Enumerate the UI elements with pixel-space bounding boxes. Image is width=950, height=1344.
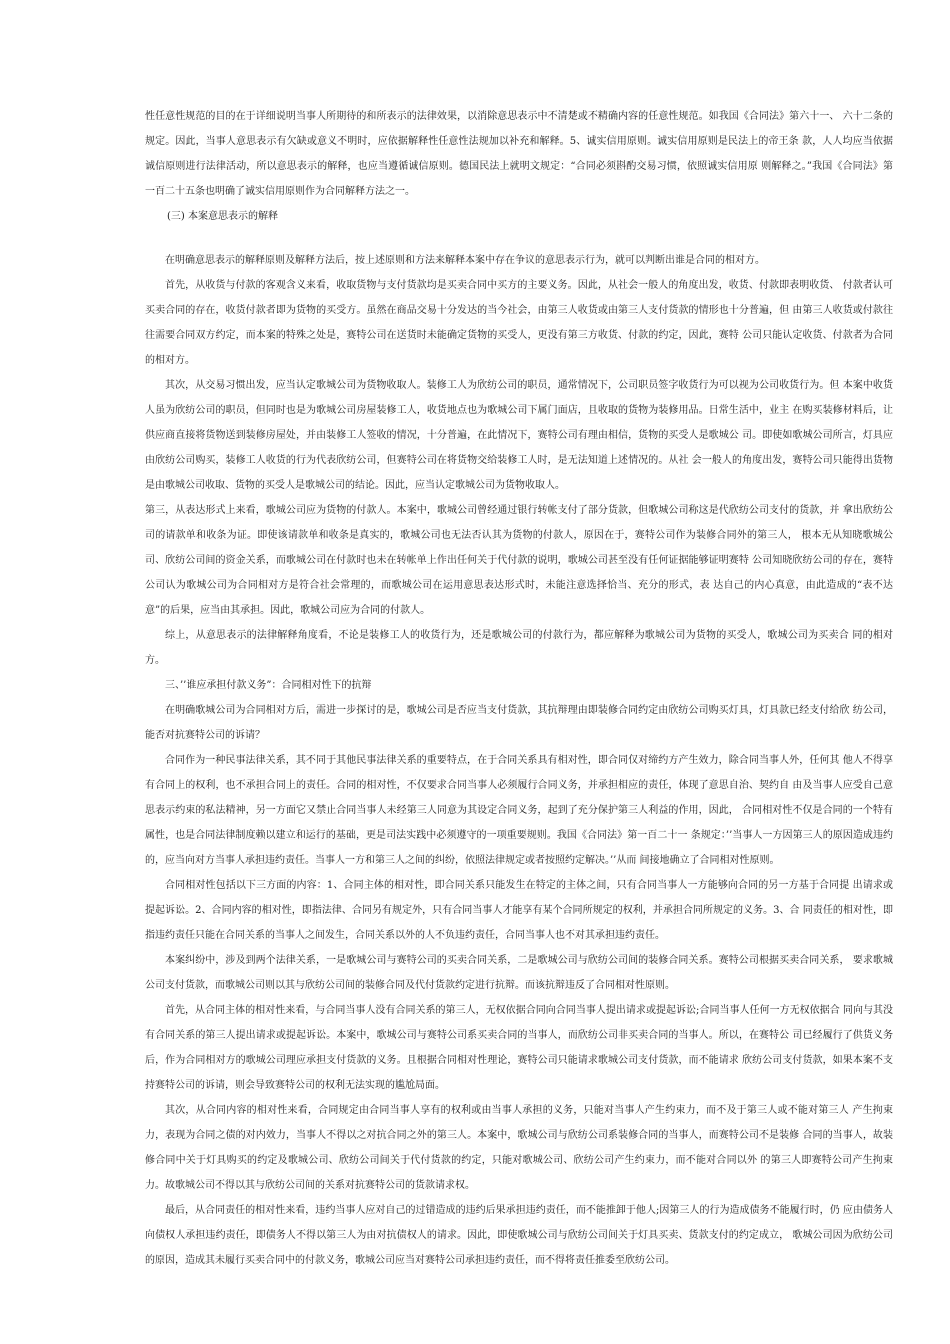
document-page xyxy=(145,104,893,1273)
paragraph-case-relations: 本案纠纷中，涉及到两个法律关系，一是歌城公司与赛特公司的买卖合同关系，二是歌城公司与欣纺公司间的装修合同关系。赛特公司根据买卖合同关系， 要求歌城公司支付货款，而歌城公司则以其与欣纺公司间的装修合同及代付货款约定进行抗辩。而该抗辩违反了合同相对性原则。 xyxy=(145,955,893,991)
paragraph-contract-relativity: 合同作为一种民事法律关系，其不同于其他民事法律关系的重要特点，在于合同关系具有相对性，即合同仅对缔约方产生效力，除合同当事人外，任何其 他人不得享有合同上的权利，也不承担合同上的责任。合同的相对性，不仅要求合同当事人必须履行合同义务，并承担相应的责任，体现了意思自治、契约自 由及当事人应受自己意思表示约束的私法精神，另一方面它又禁止合同当事人未经第三人同意为其设定合同义务，起到了充分保护第三人利益的作用，因此， 合同相对性不仅是合同的一个特有属性，也是合同法律制度赖以建立和运行的基础，更是司法实践中必须遵守的一项重要规则。我国《合同法》第一百二十一 条规定：’’当事人一方因第三人的原因造成违约的，应当向对方当事人承担违约责任。当事人一方和第三人之间的纠纷，依照法律规定或者按照约定解决。’’从而 间接地确立了合同相对性原则。 xyxy=(145,755,893,866)
paragraph-content-relativity: 其次，从合同内容的相对性来看，合同规定由合同当事人享有的权利或由当事人承担的义务，只能对当事人产生约束力，而不及于第三人或不能对第三人 产生拘束力，表现为合同之债的对内效力，当事人不得以之对抗合同之外的第三人。本案中，歌城公司与欣纺公司系装修合同的当事人，而赛特公司不是装修 合同的当事人，故装修合同中关于灯具购买的约定及歌城公司、欣纺公司间关于代付货款的约定，只能对歌城公司、欣纺公司产生约束力，而不能对合同以外 的第三人即赛特公司产生拘束力。故歌城公司不得以其与欣纺公司间的关系对抗赛特公司的货款请求权。 xyxy=(145,1105,893,1191)
paragraph-summary: 综上，从意思表示的法律解释角度看，不论是装修工人的收货行为，还是歌城公司的付款行为，都应解释为歌城公司为货物的买受人，歌城公司为买卖合 同的相对方。 xyxy=(145,630,893,666)
paragraph-question: 在明确歌城公司为合同相对方后，需进一步探讨的是，歌城公司是否应当支付货款，其抗辩理由即装修合同约定由欣纺公司购买灯具，灯具款已经支付给欣 纺公司，能否对抗赛特公司的诉请？ xyxy=(145,705,893,741)
paragraph-first-point: 首先，从收货与付款的客观含义来看，收取货物与支付货款均是买卖合同中买方的主要义务。因此，从社会一般人的角度出发，收货、付款即表明收货、 付款者认可买卖合同的存在，收货付款者即为货物的买受方。虽然在商品交易十分发达的当今社会，由第三人收货或由第三人支付货款的情形也十分普遍，但 由第三人收货或付款往往需要合同双方约定，而本案的特殊之处是，赛特公司在送货时未能确定货物的买受人，更没有第三方收货、付款的约定，因此，赛特 公司只能认定收货、付款者为合同的相对方。 xyxy=(145,280,893,366)
paragraph-interpretation-rules: 性任意性规范的目的在于详细说明当事人所期待的和所表示的法律效果，以消除意思表示中不清楚或不精确内容的任意性规范。如我国《合同法》第六十一、 六十二条的规定。因此，当事人意思表示有欠缺或意义不明时，应依据解释性任意性法规加以补充和解释。5、诚实信用原则。诚实信用原则是民法上的帝王条 款，人人均应当依据诚信原则进行法律活动，所以意思表示的解释，也应当遵循诚信原则。德国民法上就明文规定：“合同必须斟酌交易习惯，依照诚实信用原 则解释之。”我国《合同法》第一百二十五条也明确了诚实信用原则作为合同解释方法之一。 xyxy=(145,111,893,197)
paragraph-three-aspects: 合同相对性包括以下三方面的内容：1、合同主体的相对性，即合同关系只能发生在特定的主体之间，只有合同当事人一方能够向合同的另一方基于合同提 出请求或提起诉讼。2、合同内容的相对性，即指法律、合同另有规定外，只有合同当事人才能享有某个合同所规定的权利，并承担合同所规定的义务。3、合 同责任的相对性，即指违约责任只能在合同关系的当事人之间发生，合同关系以外的人不负违约责任，合同当事人也不对其承担违约责任。 xyxy=(145,880,893,941)
paragraph-second-point: 其次，从交易习惯出发，应当认定歌城公司为货物收取人。装修工人为欣纺公司的职员，通常情况下，公司职员签字收货行为可以视为公司收货行为。但 本案中收货人虽为欣纺公司的职员，但同时也是为歌城公司房屋装修工人，收货地点也为歌城公司下属门面店，且收取的货物为装修用品。日常生活中，业主 在购买装修材料后，让供应商直接将货物送到装修房屋处，并由装修工人签收的情况，十分普遍，在此情况下，赛特公司有理由相信，货物的买受人是歌城公 司。即使如歌城公司所言，灯具应由欣纺公司购买，装修工人收货的行为代表欣纺公司，但赛特公司在将货物交给装修工人时，是无法知道上述情况的。从社 会一般人的角度出发，赛特公司只能得出货物是由歌城公司收取、货物的买受人是歌城公司的结论。因此，应当认定歌城公司为货物收取人。 xyxy=(145,380,893,491)
section-heading-case-interpretation: (三) 本案意思表示的解释 xyxy=(167,211,278,222)
paragraph-subject-relativity: 首先，从合同主体的相对性来看，与合同当事人没有合同关系的第三人，无权依据合同向合同当事人提出请求或提起诉讼;合同当事人任何一方无权依据合 同向与其没有合同关系的第三人提出请求或提起诉讼。本案中，歌城公司与赛特公司系买卖合同的当事人，而欣纺公司非买卖合同的当事人。所以，在赛特公 司已经履行了供货义务后，作为合同相对方的歌城公司理应承担支付货款的义务。且根据合同相对性理论，赛特公司只能请求歌城公司支付货款，而不能请求 欣纺公司支付货款，如果本案不支持赛特公司的诉请，则会导致赛特公司的权利无法实现的尴尬局面。 xyxy=(145,1005,893,1091)
section-heading-payment-duty: 三、’’谁应承担付款义务”：合同相对性下的抗辩 xyxy=(165,680,372,691)
paragraph-liability-relativity: 最后，从合同责任的相对性来看，违约当事人应对自己的过错造成的违约后果承担违约责任，而不能推卸于他人;因第三人的行为造成债务不能履行时，仍 应由债务人向债权人承担违约责任，即债务人不得以第三人为由对抗债权人的请求。因此，即使歌城公司与欣纺公司间关于灯具买卖、货款支付的约定成立， 歌城公司因为欣纺公司的原因，造成其未履行买卖合同中的付款义务，歌城公司应当对赛特公司承担违约责任，而不得将责任推委至欣纺公司。 xyxy=(145,1205,893,1266)
paragraph-intro: 在明确意思表示的解释原则及解释方法后，按上述原则和方法来解释本案中存在争议的意思表示行为，就可以判断出谁是合同的相对方。 xyxy=(165,255,765,266)
paragraph-third-point: 第三，从表达形式上来看，歌城公司应为货物的付款人。本案中，歌城公司曾经通过银行转帐支付了部分货款，但歌城公司称这是代欣纺公司支付的货款，并 拿出欣纺公司的请款单和收条为证。即使该请款单和收条是真实的，歌城公司也无法否认其为货物的付款人，原因在于，赛特公司作为装修合同外的第三人， 根本无从知晓歌城公司、欣纺公司间的资金关系，而歌城公司在付款时也未在转帐单上作出任何关于代付款的说明，歌城公司甚至没有任何证据能够证明赛特 公司知晓欣纺公司的存在，赛特公司认为歌城公司为合同相对方是符合社会常理的，而歌城公司在运用意思表达形式时，未能注意选择恰当、充分的形式，表 达自己的内心真意，由此造成的“表不达意”的后果，应当由其承担。因此，歌城公司应为合同的付款人。 xyxy=(145,505,893,616)
